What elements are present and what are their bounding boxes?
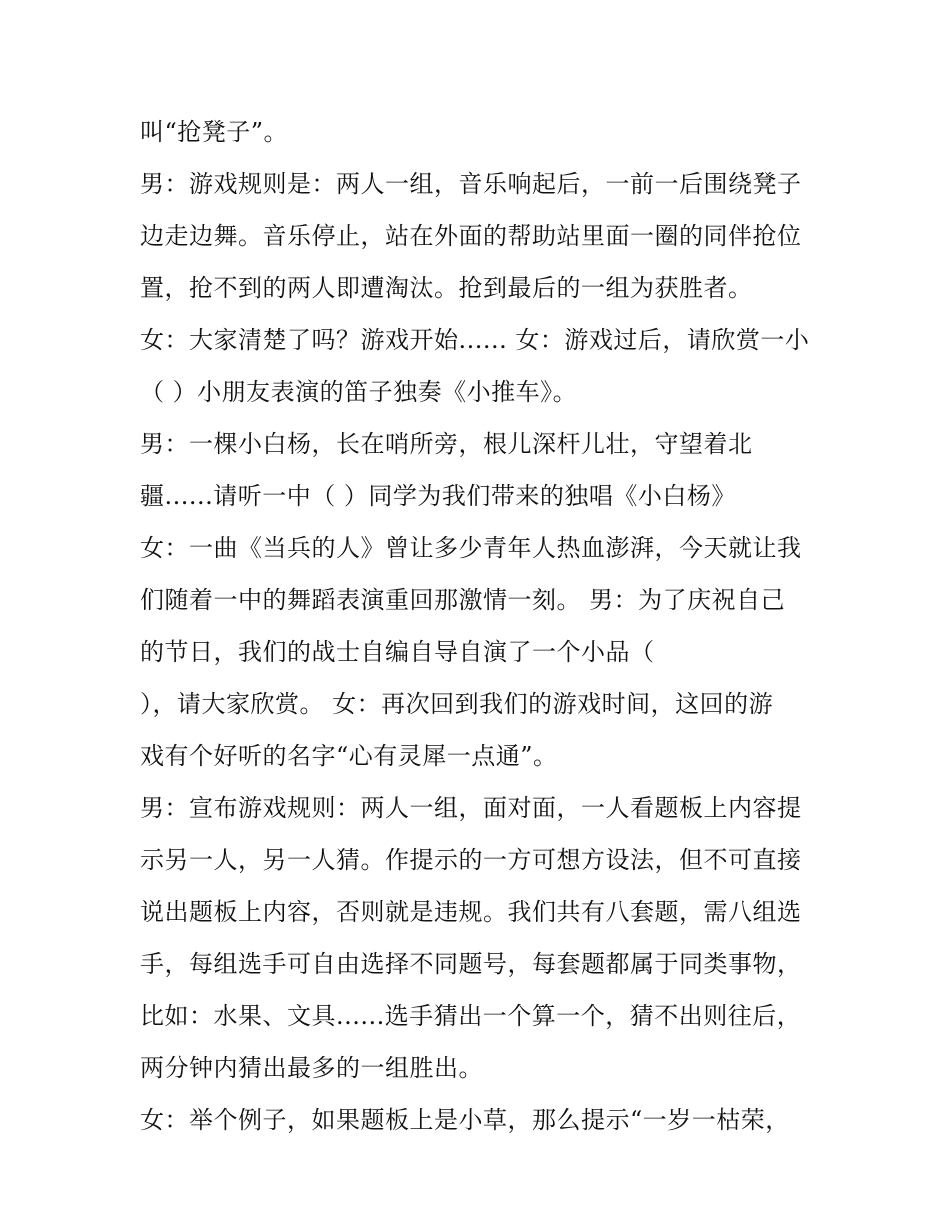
document-body [140,106,830,1146]
text-line: （ ）小朋友表演的笛子独奏《小推车》。 [140,378,578,406]
text-line: 男：宣布游戏规则：两人一组，面对面，一人看题板上内容提 [140,794,802,822]
text-line: 男：一棵小白杨，长在哨所旁，根儿深杆儿壮，守望着北 [140,430,753,458]
text-line: 两分钟内猜出最多的一组胜出。 [140,1054,483,1082]
text-line: 戏有个好听的名字“心有灵犀一点通”。 [140,742,558,770]
text-line: 示另一人，另一人猜。作提示的一方可想方设法，但不可直接 [140,846,802,874]
text-line: 边走边舞。音乐停止，站在外面的帮助站里面一圈的同伴抢位 [140,222,802,250]
text-line: 叫“抢凳子”。 [140,118,289,146]
text-line: ），请大家欣赏。 女：再次回到我们的游戏时间，这回的游 [140,690,774,718]
text-line: 说出题板上内容，否则就是违规。我们共有八套题，需八组选 [140,898,802,926]
text-line: 女：一曲《当兵的人》曾让多少青年人热血澎湃，今天就让我 [140,534,802,562]
text-line: 的节日，我们的战士自编自导自演了一个小品（ [140,638,655,666]
text-line: 手，每组选手可自由选择不同题号，每套题都属于同类事物， [140,950,802,978]
text-line: 比如：水果、文具......选手猜出一个算一个，猜不出则往后， [140,1002,802,1030]
text-line: 男：游戏规则是：两人一组，音乐响起后，一前一后围绕凳子 [140,170,802,198]
text-line: 置，抢不到的两人即遭淘汰。抢到最后的一组为获胜者。 [140,274,753,302]
text-line: 女：举个例子，如果题板上是小草，那么提示“一岁一枯荣， [140,1106,790,1134]
text-line: 们随着一中的舞蹈表演重回那激情一刻。 男：为了庆祝自己 [140,586,786,614]
text-line: 疆......请听一中（ ）同学为我们带来的独唱《小白杨》 [140,482,736,510]
text-line: 女：大家清楚了吗？游戏开始...... 女：游戏过后，请欣赏一小 [140,326,810,354]
